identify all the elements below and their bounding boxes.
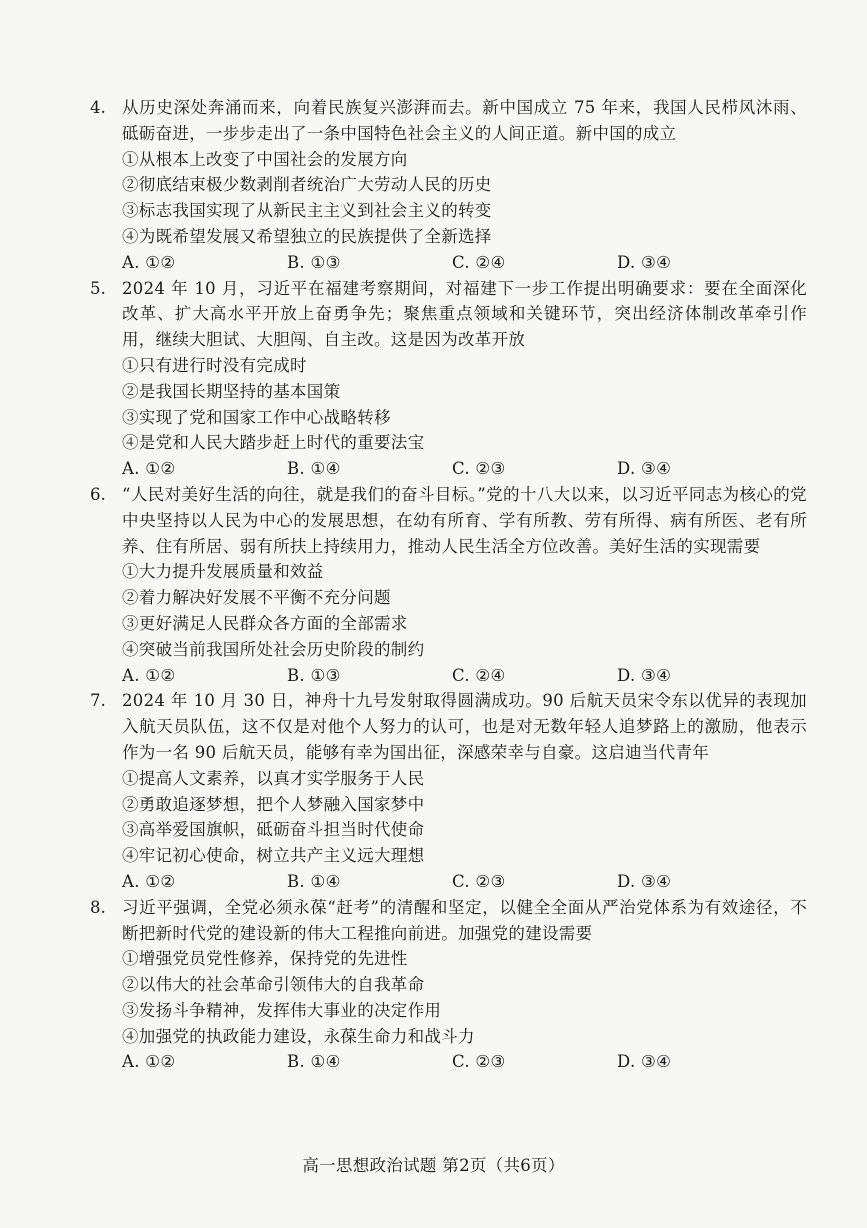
statement-option: ①从根本上改变了中国社会的发展方向: [122, 149, 408, 169]
question-number: 4.: [90, 98, 106, 117]
question-number: 5.: [90, 278, 106, 298]
statement-option: ②着力解决好发展不平衡不充分问题: [122, 588, 391, 608]
answer-choice: D. ③④: [617, 665, 672, 685]
answer-choice: C. ②④: [452, 252, 506, 272]
question-number: 6.: [90, 484, 106, 504]
answer-choice: C. ②③: [452, 1052, 506, 1072]
statement-option: ③实现了党和国家工作中心战略转移: [122, 407, 391, 427]
question-4: [90, 95, 807, 276]
question-number: 8.: [90, 897, 106, 917]
answer-choice: A. ①②: [122, 665, 176, 685]
statement-option: ③高举爱国旗帜，砥砺奋斗担当时代使命: [122, 820, 425, 840]
statement-option: ②勇敢追逐梦想，把个人梦融入国家梦中: [122, 794, 425, 814]
answer-choice: D. ③④: [617, 459, 672, 479]
statement-option: ④加强党的执政能力建设，永葆生命力和战斗力: [122, 1026, 475, 1046]
statement-option: ④为既希望发展又希望独立的民族提供了全新选择: [122, 226, 492, 246]
answer-choices: [122, 869, 807, 895]
question-stem: 习近平强调，全党必须永葆“赶考”的清醒和坚定，以健全全面从严治党体系为有效途径，不断把新时代党的建设新的伟大工程推向前进。加强党的建设需要: [122, 897, 807, 943]
question-7: [90, 688, 807, 894]
statement-option: ①只有进行时没有完成时: [122, 355, 307, 375]
answer-choices: [122, 456, 807, 482]
answer-choice: B. ①③: [287, 665, 341, 685]
statement-option: ②是我国长期坚持的基本国策: [122, 381, 341, 401]
answer-choice: D. ③④: [617, 871, 672, 891]
question-number: 7.: [90, 691, 106, 711]
answer-choice: B. ①④: [287, 459, 341, 479]
question-8: [90, 895, 807, 1076]
answer-choice: C. ②④: [452, 665, 506, 685]
answer-choice: C. ②③: [452, 871, 506, 891]
statement-option: ③发扬斗争精神，发挥伟大事业的决定作用: [122, 1000, 442, 1020]
question-5: [90, 276, 807, 482]
question-list: [90, 95, 807, 1075]
answer-choices: [122, 250, 807, 276]
statement-option: ④是党和人民大踏步赶上时代的重要法宝: [122, 433, 425, 453]
answer-choice: A. ①②: [122, 1052, 176, 1072]
question-stem: 从历史深处奔涌而来，向着民族复兴澎湃而去。新中国成立 75 年来，我国人民栉风沐雨、砥砺奋进，一步步走出了一条中国特色社会主义的人间正道。新中国的成立: [122, 98, 807, 143]
question-stem: “人民对美好生活的向往，就是我们的奋斗目标。”党的十八大以来，以习近平同志为核心的党中央坚持以人民为中心的发展思想，在幼有所育、学有所教、劳有所得、病有所医、老有所养、住有所居、弱有所扶上持续用力，推动人民生活全方位改善。美好生活的实现需要: [122, 484, 807, 556]
statement-option: ④牢记初心使命，树立共产主义远大理想: [122, 846, 425, 866]
answer-choice: A. ①②: [122, 871, 176, 891]
answer-choice: B. ①④: [287, 871, 341, 891]
statement-option: ①增强党员党性修养，保持党的先进性: [122, 949, 408, 969]
answer-choice: C. ②③: [452, 459, 506, 479]
answer-choice: A. ①②: [122, 459, 176, 479]
answer-choice: A. ①②: [122, 252, 176, 272]
statement-option: ②彻底结束极少数剥削者统治广大劳动人民的历史: [122, 175, 492, 195]
question-stem: 2024 年 10 月 30 日，神舟十九号发射取得圆满成功。90 后航天员宋令东以优异的表现加入航天员队伍，这不仅是对他个人努力的认可，也是对无数年轻人追梦路上的激励，他表示作为一名 90 后航天员，能够有幸为国出征，深感荣幸与自豪。这启迪当代青年: [122, 691, 807, 762]
question-6: [90, 482, 807, 688]
answer-choices: [122, 663, 807, 689]
statement-option: ①提高人文素养，以真才实学服务于人民: [122, 768, 425, 788]
statement-option: ①大力提升发展质量和效益: [122, 562, 324, 582]
statement-option: ③更好满足人民群众各方面的全部需求: [122, 613, 408, 633]
statement-option: ④突破当前我国所处社会历史阶段的制约: [122, 639, 425, 659]
answer-choice: B. ①③: [287, 252, 341, 272]
answer-choices: [122, 1049, 807, 1075]
answer-choice: B. ①④: [287, 1052, 341, 1072]
statement-option: ③标志我国实现了从新民主主义到社会主义的转变: [122, 201, 492, 221]
answer-choice: D. ③④: [617, 252, 672, 272]
question-stem: 2024 年 10 月，习近平在福建考察期间，对福建下一步工作提出明确要求：要在全面深化改革、扩大高水平开放上奋勇争先；聚焦重点领域和关键环节，突出经济体制改革牵引作用，继续大胆试、大胆闯、自主改。这是因为改革开放: [122, 278, 807, 350]
page-footer: 高一思想政治试题 第2页（共6页）: [302, 1156, 565, 1175]
statement-option: ②以伟大的社会革命引领伟大的自我革命: [122, 975, 425, 995]
answer-choice: D. ③④: [617, 1052, 672, 1072]
